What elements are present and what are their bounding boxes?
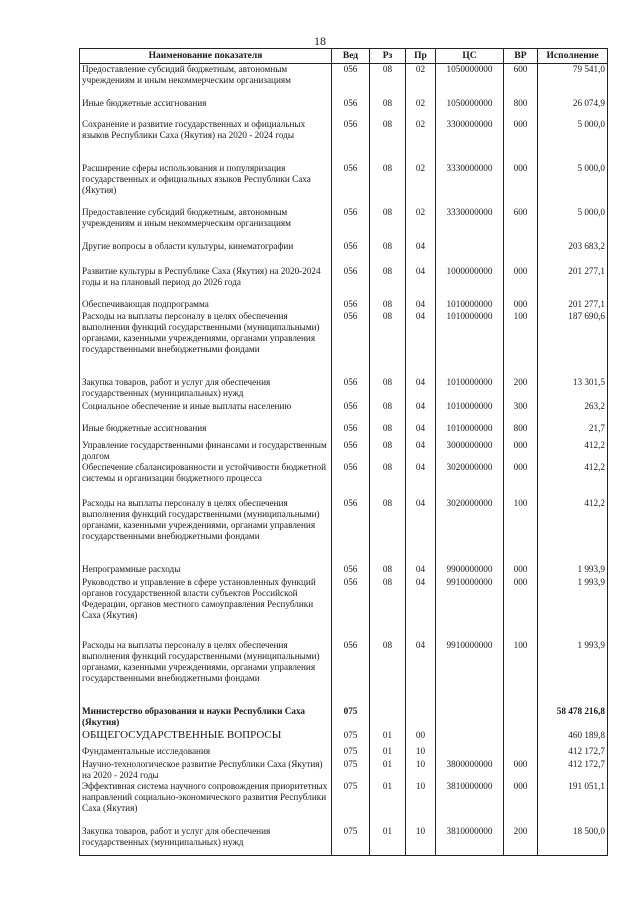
cell-name: Обеспечение сбалансированности и устойчивости бюджетной системы и организации бюджетного процесса: [80, 462, 332, 498]
cell-name: Фундаментальные исследования: [80, 746, 332, 759]
cell-amount: 5 000,0: [538, 119, 608, 163]
cell-cs: 3020000000: [436, 498, 504, 564]
table-row: [80, 266, 608, 299]
cell-ved: 056: [332, 440, 370, 462]
cell-name: ОБЩЕГОСУДАРСТВЕННЫЕ ВОПРОСЫ: [80, 730, 332, 746]
cell-cs: 1010000000: [436, 311, 504, 377]
table-row: [80, 826, 608, 856]
cell-rz: 01: [370, 826, 406, 856]
cell-rz: 01: [370, 759, 406, 781]
cell-cs: 9900000000: [436, 564, 504, 577]
table-row: [80, 98, 608, 119]
cell-ved: 056: [332, 64, 370, 98]
cell-pr: 02: [406, 163, 436, 207]
table-row: [80, 640, 608, 706]
cell-ved: 056: [332, 401, 370, 423]
cell-pr: 00: [406, 730, 436, 746]
cell-pr: 02: [406, 98, 436, 119]
cell-cs: 1010000000: [436, 299, 504, 311]
cell-amount: 18 500,0: [538, 826, 608, 856]
cell-pr: 04: [406, 462, 436, 498]
cell-rz: 08: [370, 64, 406, 98]
table-row: [80, 163, 608, 207]
cell-vr: 300: [504, 401, 538, 423]
table-row: [80, 498, 608, 564]
cell-vr: 100: [504, 640, 538, 706]
cell-rz: 08: [370, 498, 406, 564]
table-row: [80, 462, 608, 498]
header-pr: Пр: [406, 49, 436, 64]
table-row: [80, 423, 608, 440]
header-amount: Исполнение: [538, 49, 608, 64]
cell-vr: 200: [504, 377, 538, 401]
cell-amount: 5 000,0: [538, 207, 608, 241]
cell-rz: 08: [370, 377, 406, 401]
cell-rz: 08: [370, 241, 406, 266]
table-row: [80, 730, 608, 746]
cell-vr: 000: [504, 163, 538, 207]
cell-ved: 056: [332, 266, 370, 299]
cell-amount: 21,7: [538, 423, 608, 440]
cell-vr: 000: [504, 299, 538, 311]
table-row: [80, 241, 608, 266]
cell-cs: 3020000000: [436, 462, 504, 498]
cell-pr: 04: [406, 299, 436, 311]
cell-rz: 08: [370, 440, 406, 462]
cell-pr: 02: [406, 64, 436, 98]
cell-cs: 1000000000: [436, 266, 504, 299]
cell-vr: 000: [504, 119, 538, 163]
cell-ved: 056: [332, 498, 370, 564]
cell-vr: 000: [504, 440, 538, 462]
cell-name: Непрограммные расходы: [80, 564, 332, 577]
cell-vr: [504, 746, 538, 759]
table-row: [80, 401, 608, 423]
table-row: [80, 577, 608, 640]
cell-ved: 056: [332, 564, 370, 577]
cell-vr: 000: [504, 577, 538, 640]
cell-amount: 79 541,0: [538, 64, 608, 98]
cell-vr: 100: [504, 498, 538, 564]
cell-cs: 1050000000: [436, 98, 504, 119]
cell-pr: 04: [406, 498, 436, 564]
cell-name: Эффективная система научного сопровождения приоритетных направлений социально-экономического развития Республики Саха (Якутия): [80, 781, 332, 826]
table-header-row: [80, 49, 608, 64]
cell-vr: 000: [504, 759, 538, 781]
cell-cs: 3300000000: [436, 119, 504, 163]
cell-ved: 075: [332, 781, 370, 826]
cell-rz: 08: [370, 311, 406, 377]
table-row: [80, 207, 608, 241]
table-row: [80, 759, 608, 781]
cell-amount: 191 051,1: [538, 781, 608, 826]
cell-pr: 04: [406, 241, 436, 266]
cell-amount: 13 301,5: [538, 377, 608, 401]
cell-amount: 201 277,1: [538, 266, 608, 299]
cell-name: Министерство образования и науки Республики Саха (Якутия): [80, 706, 332, 730]
cell-name: Научно-технологическое развитие Республики Саха (Якутия) на 2020 - 2024 годы: [80, 759, 332, 781]
cell-cs: 1010000000: [436, 377, 504, 401]
cell-pr: 04: [406, 564, 436, 577]
cell-pr: 04: [406, 401, 436, 423]
cell-vr: 000: [504, 266, 538, 299]
cell-cs: 3000000000: [436, 440, 504, 462]
cell-ved: 056: [332, 311, 370, 377]
cell-pr: 10: [406, 826, 436, 856]
cell-pr: 02: [406, 119, 436, 163]
cell-rz: 08: [370, 98, 406, 119]
cell-amount: 26 074,9: [538, 98, 608, 119]
cell-ved: 075: [332, 826, 370, 856]
cell-vr: [504, 706, 538, 730]
cell-amount: 201 277,1: [538, 299, 608, 311]
cell-ved: 056: [332, 299, 370, 311]
cell-name: Другие вопросы в области культуры, кинематографии: [80, 241, 332, 266]
cell-pr: [406, 706, 436, 730]
table-row: [80, 64, 608, 98]
cell-cs: 9910000000: [436, 577, 504, 640]
cell-name: Управление государственными финансами и государственным долгом: [80, 440, 332, 462]
header-name: Наименование показателя: [80, 49, 332, 64]
cell-ved: 075: [332, 759, 370, 781]
cell-amount: 203 683,2: [538, 241, 608, 266]
cell-vr: 200: [504, 826, 538, 856]
cell-name: Социальное обеспечение и иные выплаты населению: [80, 401, 332, 423]
cell-amount: 412,2: [538, 498, 608, 564]
cell-amount: 412,2: [538, 440, 608, 462]
cell-rz: 08: [370, 119, 406, 163]
cell-amount: 412,2: [538, 462, 608, 498]
cell-cs: 1050000000: [436, 64, 504, 98]
cell-cs: 3800000000: [436, 759, 504, 781]
cell-cs: 3330000000: [436, 163, 504, 207]
cell-ved: 056: [332, 640, 370, 706]
cell-pr: 10: [406, 759, 436, 781]
cell-vr: 000: [504, 462, 538, 498]
cell-name: Обеспечивающая подпрограмма: [80, 299, 332, 311]
cell-name: Иные бюджетные ассигнования: [80, 423, 332, 440]
cell-ved: 056: [332, 163, 370, 207]
cell-rz: 08: [370, 163, 406, 207]
cell-cs: 3810000000: [436, 781, 504, 826]
table-row: [80, 706, 608, 730]
cell-vr: 800: [504, 423, 538, 440]
cell-cs: 3330000000: [436, 207, 504, 241]
cell-pr: 10: [406, 781, 436, 826]
cell-vr: [504, 241, 538, 266]
table-row: [80, 377, 608, 401]
cell-amount: 1 993,9: [538, 577, 608, 640]
cell-name: Иные бюджетные ассигнования: [80, 98, 332, 119]
cell-rz: 08: [370, 207, 406, 241]
cell-pr: 04: [406, 377, 436, 401]
header-ved: Вед: [332, 49, 370, 64]
cell-cs: [436, 706, 504, 730]
cell-amount: 412 172,7: [538, 759, 608, 781]
cell-pr: 04: [406, 423, 436, 440]
cell-ved: 056: [332, 119, 370, 163]
cell-ved: 056: [332, 577, 370, 640]
table-row: [80, 440, 608, 462]
table-row: [80, 119, 608, 163]
cell-name: Расходы на выплаты персоналу в целях обеспечения выполнения функций государственными (муниципальными) органами, казенными учреждениями, органами управления государственными внебюджетными фондами: [80, 311, 332, 377]
cell-vr: [504, 730, 538, 746]
cell-name: Закупка товаров, работ и услуг для обеспечения государственных (муниципальных) нужд: [80, 826, 332, 856]
table-row: [80, 564, 608, 577]
cell-name: Развитие культуры в Республике Саха (Якутия) на 2020-2024 годы и на плановый период до 2026 года: [80, 266, 332, 299]
cell-amount: 1 993,9: [538, 564, 608, 577]
cell-rz: 01: [370, 730, 406, 746]
table-row: [80, 746, 608, 759]
cell-name: Расходы на выплаты персоналу в целях обеспечения выполнения функций государственными (муниципальными) органами, казенными учреждениями, органами управления государственными внебюджетными фондами: [80, 498, 332, 564]
cell-rz: 08: [370, 640, 406, 706]
cell-cs: [436, 241, 504, 266]
cell-vr: 600: [504, 207, 538, 241]
cell-pr: 04: [406, 266, 436, 299]
cell-amount: 263,2: [538, 401, 608, 423]
cell-rz: 08: [370, 299, 406, 311]
cell-ved: 075: [332, 706, 370, 730]
cell-amount: 187 690,6: [538, 311, 608, 377]
cell-amount: 460 189,8: [538, 730, 608, 746]
cell-rz: 08: [370, 577, 406, 640]
page-number: 18: [314, 34, 326, 48]
cell-ved: 075: [332, 730, 370, 746]
cell-rz: 08: [370, 564, 406, 577]
cell-name: Закупка товаров, работ и услуг для обеспечения государственных (муниципальных) нужд: [80, 377, 332, 401]
cell-ved: 056: [332, 241, 370, 266]
cell-name: Предоставление субсидий бюджетным, автономным учреждениям и иным некоммерческим организациям: [80, 64, 332, 98]
table-row: [80, 781, 608, 826]
cell-ved: 075: [332, 746, 370, 759]
cell-cs: [436, 730, 504, 746]
cell-rz: 08: [370, 462, 406, 498]
cell-name: Сохранение и развитие государственных и официальных языков Республики Саха (Якутия) на 2020 - 2024 годы: [80, 119, 332, 163]
cell-amount: 58 478 216,8: [538, 706, 608, 730]
cell-ved: 056: [332, 462, 370, 498]
cell-pr: 04: [406, 311, 436, 377]
cell-cs: 3810000000: [436, 826, 504, 856]
budget-execution-table: [79, 48, 608, 856]
cell-rz: 08: [370, 423, 406, 440]
cell-cs: 1010000000: [436, 401, 504, 423]
cell-cs: 9910000000: [436, 640, 504, 706]
cell-vr: 000: [504, 781, 538, 826]
cell-pr: 04: [406, 577, 436, 640]
cell-rz: 08: [370, 401, 406, 423]
cell-rz: 08: [370, 266, 406, 299]
cell-rz: 01: [370, 781, 406, 826]
cell-vr: 100: [504, 311, 538, 377]
cell-ved: 056: [332, 207, 370, 241]
cell-rz: 01: [370, 746, 406, 759]
cell-ved: 056: [332, 423, 370, 440]
cell-cs: [436, 746, 504, 759]
cell-name: Руководство и управление в сфере установленных функций органов государственной власти субъектов Российской Федерации, органов местного самоуправления Республики Саха (Якутия): [80, 577, 332, 640]
table-body: [80, 64, 608, 856]
cell-rz: [370, 706, 406, 730]
table-row: [80, 311, 608, 377]
cell-cs: 1010000000: [436, 423, 504, 440]
cell-amount: 412 172,7: [538, 746, 608, 759]
cell-pr: 02: [406, 207, 436, 241]
cell-vr: 800: [504, 98, 538, 119]
table-row: [80, 299, 608, 311]
cell-name: Расходы на выплаты персоналу в целях обеспечения выполнения функций государственными (муниципальными) органами, казенными учреждениями, органами управления государственными внебюджетными фондами: [80, 640, 332, 706]
header-rz: Рз: [370, 49, 406, 64]
cell-amount: 5 000,0: [538, 163, 608, 207]
cell-vr: 000: [504, 564, 538, 577]
header-vr: ВР: [504, 49, 538, 64]
header-cs: ЦС: [436, 49, 504, 64]
cell-name: Расширение сферы использования и популяризация государственных и официальных языков Республики Саха (Якутия): [80, 163, 332, 207]
cell-pr: 04: [406, 440, 436, 462]
cell-pr: 04: [406, 640, 436, 706]
cell-pr: 10: [406, 746, 436, 759]
cell-ved: 056: [332, 98, 370, 119]
cell-amount: 1 993,9: [538, 640, 608, 706]
cell-vr: 600: [504, 64, 538, 98]
cell-ved: 056: [332, 377, 370, 401]
cell-name: Предоставление субсидий бюджетным, автономным учреждениям и иным некоммерческим организациям: [80, 207, 332, 241]
